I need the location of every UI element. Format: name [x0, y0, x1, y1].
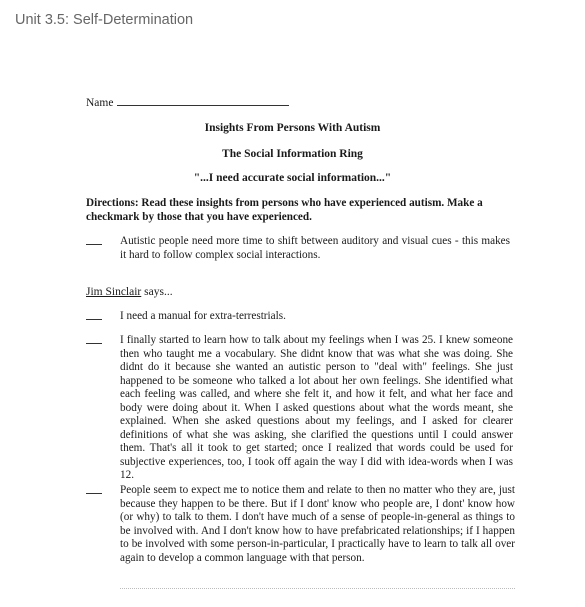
insight-text: I need a manual for extra-terrestrials. [120, 310, 286, 322]
worksheet-subtitle: The Social Information Ring [222, 148, 363, 160]
checkmark-blank [86, 319, 102, 320]
name-label: Name [86, 97, 114, 109]
directions-text: Directions: Read these insights from persons who have experienced autism. Make a checkmark by those that you have experienced. [86, 197, 483, 223]
attribution [86, 286, 173, 298]
insight-text: Autistic people need more time to shift between auditory and visual cues - this makes it hard to follow complex social interactions. [120, 235, 510, 261]
checkmark-blank [86, 244, 102, 245]
name-blank-line [117, 95, 289, 106]
worksheet-title: Insights From Persons With Autism [204, 122, 381, 134]
checkmark-blank [86, 343, 102, 344]
insight-text: People seem to expect me to notice them and relate to then no matter who they are, just because they happen to be there. But if I dont' know who people are, I dont' know how (or why) to talk to them. I don't have much of a sense of people-in-general as things to be involved with. And I don't know how to have prefabricated relationships; if I happen to be involved with some person-in-particular, I practically have to learn to talk all over again to develop a common language with that person. [120, 484, 515, 564]
unit-title: Unit 3.5: Self-Determination [15, 12, 194, 28]
name-field-row [86, 95, 289, 109]
attribution-name: Jim Sinclair [86, 286, 142, 298]
page-bottom-divider [120, 588, 515, 589]
insight-text: I finally started to learn how to talk about my feelings when I was 25. I knew someone then who taught me a vocabulary. She didnt know that was what she was doing. She didnt do it because she wanted an autistic person to "deal with" feelings. She just happened to be someone who talked a lot about her own feelings. She identified what each feeling was called, and where she felt it, and how it felt, and what her face and body were doing about it. When I asked questions about what the words meant, she explained. When she asked questions about my feelings, and I asked for clearer definitions of what she was asking, she clarified the questions until I could answer them. That's all it took to get started; once I realized that words could be used for subjective experiences, too, I took off again the way I did with idea-words when I was 12. [120, 334, 513, 481]
quote-heading: "...I need accurate social information..." [193, 172, 392, 184]
attribution-suffix: says... [141, 286, 173, 298]
checkmark-blank [86, 493, 102, 494]
